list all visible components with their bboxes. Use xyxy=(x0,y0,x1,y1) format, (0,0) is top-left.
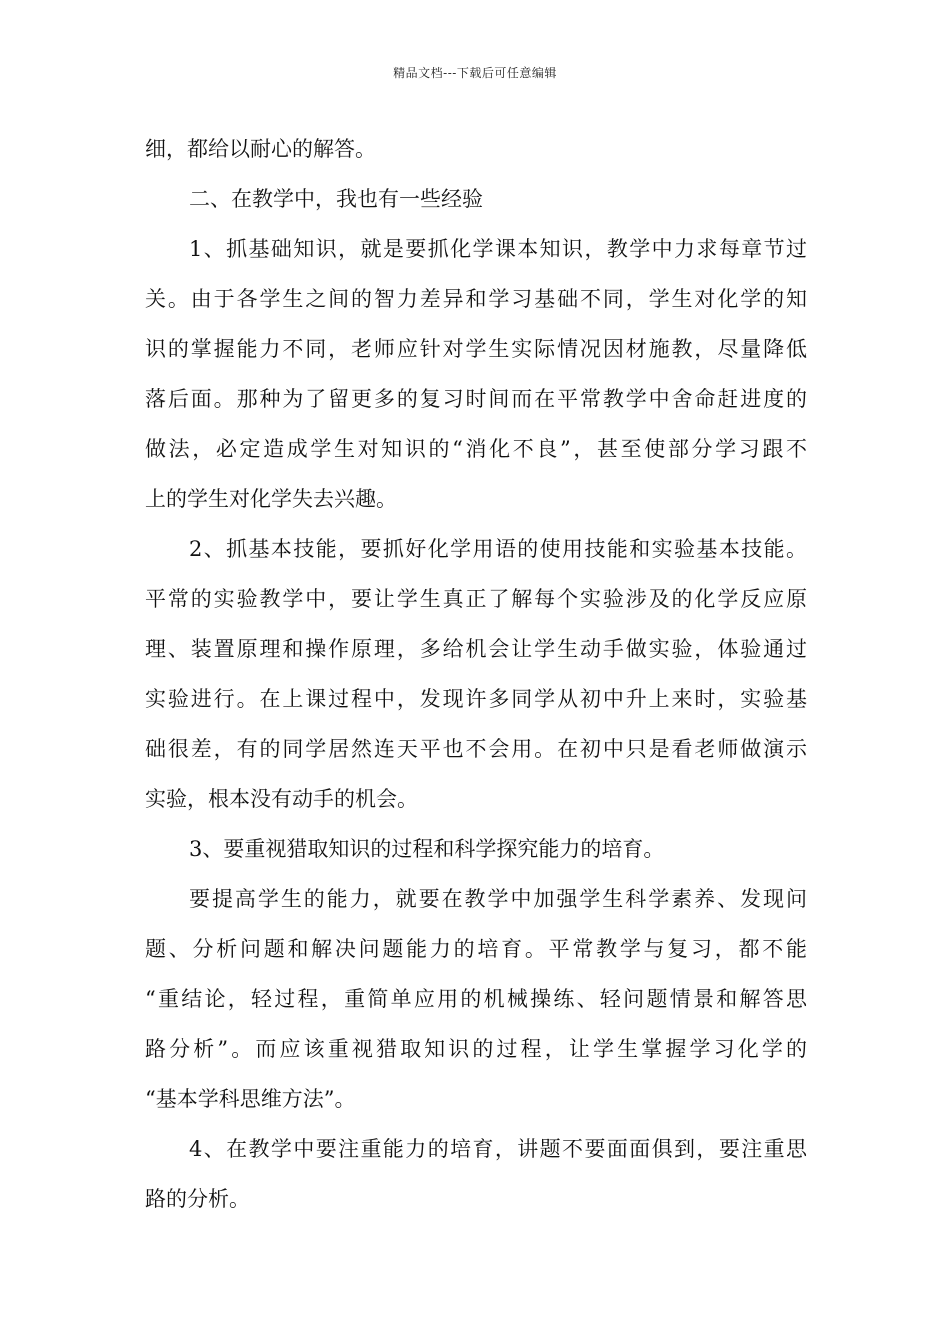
text-line: 要提高学生的能力，就要在教学中加强学生科学素养、发现问 xyxy=(189,887,807,911)
text-line: 上的学生对化学失去兴趣。 xyxy=(145,487,397,511)
text-line: 理、装置原理和操作原理，多给机会让学生动手做实验，体验通过 xyxy=(145,637,807,661)
page-header: 精品文档---下载后可任意编辑 xyxy=(393,66,557,80)
text-line: 3、要重视猎取知识的过程和科学探究能力的培育。 xyxy=(189,837,665,861)
text-line: 识的掌握能力不同，老师应针对学生实际情况因材施教，尽量降低 xyxy=(145,337,807,361)
text-line: 实验，根本没有动手的机会。 xyxy=(145,787,418,811)
text-line: 题、分析问题和解决问题能力的培育。平常教学与复习，都不能 xyxy=(145,937,807,961)
text-line: 关。由于各学生之间的智力差异和学习基础不同，学生对化学的知 xyxy=(145,287,807,311)
text-line: 细，都给以耐心的解答。 xyxy=(145,137,376,161)
text-line: 路的分析。 xyxy=(145,1187,250,1211)
text-line: “基本学科思维方法”。 xyxy=(145,1087,356,1111)
text-line: 实验进行。在上课过程中，发现许多同学从初中升上来时，实验基 xyxy=(145,687,807,711)
text-line: 落后面。那种为了留更多的复习时间而在平常教学中舍命赶进度的 xyxy=(145,387,807,411)
document-body xyxy=(145,124,807,1224)
text-line: 础很差，有的同学居然连天平也不会用。在初中只是看老师做演示 xyxy=(145,737,807,761)
text-line: 二、在教学中，我也有一些经验 xyxy=(189,187,483,211)
text-line: 做法，必定造成学生对知识的“消化不良”，甚至使部分学习跟不 xyxy=(145,437,807,461)
text-line: “重结论，轻过程，重简单应用的机械操练、轻问题情景和解答思 xyxy=(145,987,807,1011)
text-line: 1、抓基础知识，就是要抓化学课本知识，教学中力求每章节过 xyxy=(189,237,807,261)
text-line: 4、在教学中要注重能力的培育，讲题不要面面俱到，要注重思 xyxy=(189,1137,807,1161)
text-line: 路分析”。而应该重视猎取知识的过程，让学生掌握学习化学的 xyxy=(145,1037,807,1061)
text-line: 2、抓基本技能，要抓好化学用语的使用技能和实验基本技能。 xyxy=(189,537,807,561)
text-line: 平常的实验教学中，要让学生真正了解每个实验涉及的化学反应原 xyxy=(145,587,807,611)
